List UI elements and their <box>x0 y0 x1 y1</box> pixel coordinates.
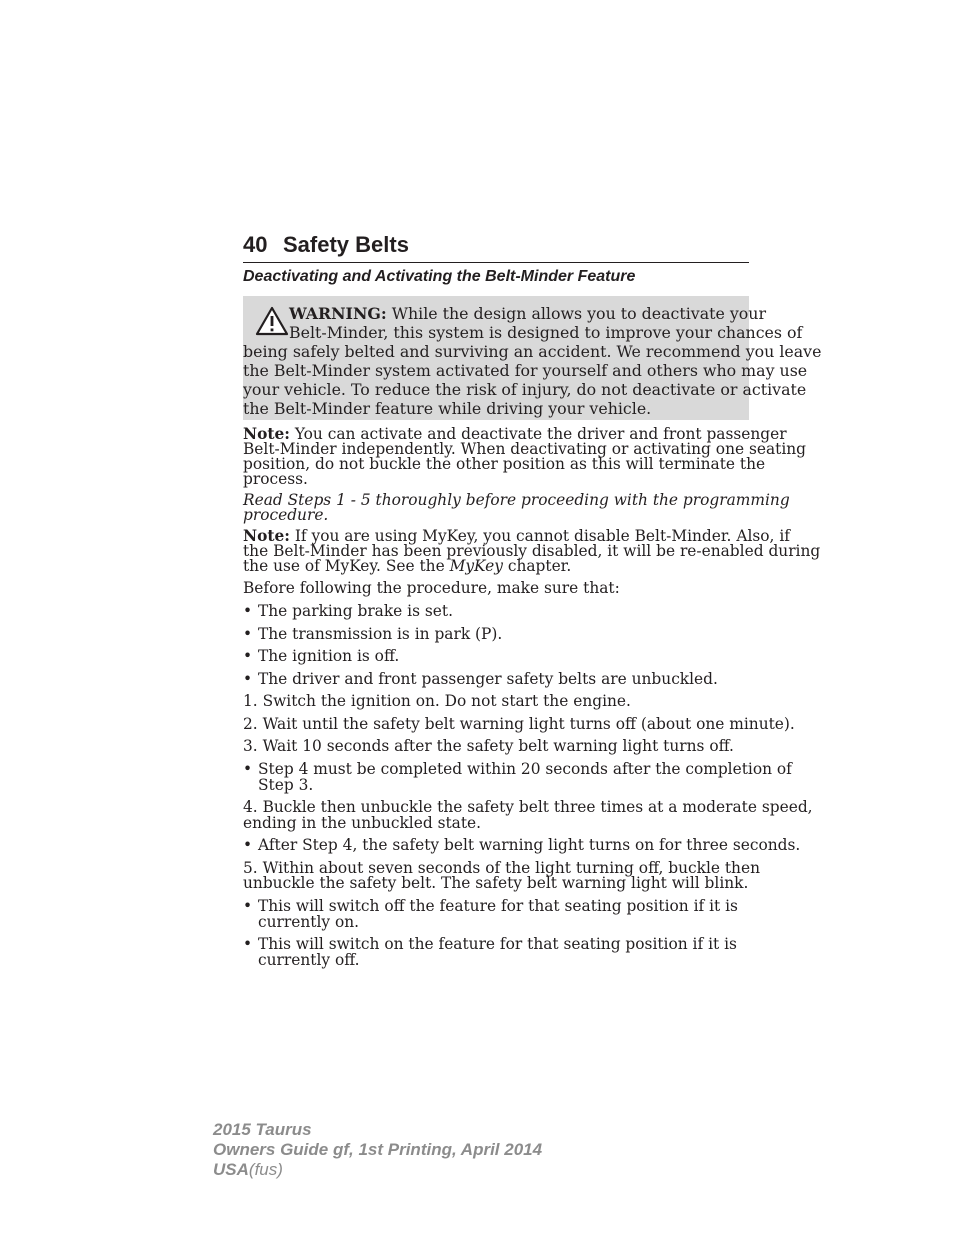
subheading: Deactivating and Activating the Belt-Minder Feature <box>243 268 636 285</box>
bullet-icon: • <box>243 602 253 620</box>
bullet-icon: • <box>243 670 253 688</box>
bullet-text: currently off. <box>258 951 360 969</box>
bullet-text: The driver and front passenger safety belts are unbuckled. <box>258 670 718 688</box>
bullet-item <box>243 897 252 915</box>
step-text: ending in the unbuckled state. <box>243 814 482 832</box>
warning-line: being safely belted and surviving an accident. We recommend you leave <box>243 342 822 361</box>
bullet-icon: • <box>243 625 253 643</box>
bullet-text: The parking brake is set. <box>258 602 453 620</box>
page-header <box>243 232 749 263</box>
read-steps-line: Read Steps 1 - 5 thoroughly before proceeding with the programming <box>243 491 790 509</box>
note-line: Belt-Minder independently. When deactivating or activating one seating <box>243 440 807 458</box>
bullet-icon: • <box>243 760 253 778</box>
warning-line: Belt-Minder, this system is designed to improve your chances of <box>289 323 803 342</box>
bullet-icon: • <box>243 935 253 953</box>
bullet-text: currently on. <box>258 913 360 931</box>
before-text: Before following the procedure, make sure that: <box>243 579 620 597</box>
bullet-text: After Step 4, the safety belt warning light turns on for three seconds. <box>258 836 801 854</box>
note-line: process. <box>243 470 308 488</box>
footer-region <box>213 1160 283 1180</box>
note-line: the Belt-Minder has been previously disabled, it will be re-enabled during <box>243 542 821 560</box>
step-text: unbuckle the safety belt. The safety belt warning light will blink. <box>243 874 749 892</box>
note-label: Note: <box>243 527 290 545</box>
note-text: the use of MyKey. See the <box>243 557 450 575</box>
footer-code: (fus) <box>248 1160 283 1179</box>
warning-triangle-icon <box>255 306 289 336</box>
bullet-text: Step 3. <box>258 776 314 794</box>
footer-model: 2015 Taurus <box>213 1120 312 1139</box>
warning-box <box>243 296 822 420</box>
bullet-icon: • <box>243 897 253 915</box>
bullet-text: Step 4 must be completed within 20 seconds after the completion of <box>258 760 792 778</box>
bullet-item <box>243 670 252 688</box>
step-text: 1. Switch the ignition on. Do not start the engine. <box>243 692 631 710</box>
step-text: 3. Wait 10 seconds after the safety belt warning light turns off. <box>243 737 734 755</box>
read-steps-line: procedure. <box>243 506 329 524</box>
warning-line <box>289 304 766 323</box>
bullet-text: This will switch on the feature for that seating position if it is <box>258 935 737 953</box>
bullet-item <box>243 602 252 620</box>
step-text: 2. Wait until the safety belt warning light turns off (about one minute). <box>243 715 795 733</box>
footer-printing: Owners Guide gf, 1st Printing, April 2014 <box>213 1140 543 1159</box>
warning-line: the Belt-Minder system activated for yourself and others who may use <box>243 361 808 380</box>
bullet-text: The transmission is in park (P). <box>258 625 503 643</box>
bullet-item <box>243 760 252 778</box>
footer-country: USA <box>213 1160 249 1179</box>
note-line <box>243 557 571 575</box>
warning-line: your vehicle. To reduce the risk of injury, do not deactivate or activate <box>243 380 807 399</box>
note-label: Note: <box>243 425 290 443</box>
mykey-chapter-link[interactable]: MyKey <box>449 557 503 575</box>
bullet-item <box>243 935 252 953</box>
step-text: 5. Within about seven seconds of the light turning off, buckle then <box>243 859 760 877</box>
note-text: If you are using MyKey, you cannot disable Belt-Minder. Also, if <box>294 527 790 545</box>
note-text: You can activate and deactivate the driver and front passenger <box>294 425 787 443</box>
note-text: chapter. <box>502 557 572 575</box>
page-number: 40 <box>243 232 268 257</box>
bullet-item <box>243 625 252 643</box>
bullet-item <box>243 647 252 665</box>
warning-label: WARNING: <box>289 304 387 323</box>
bullet-item <box>243 836 252 854</box>
step-text: 4. Buckle then unbuckle the safety belt three times at a moderate speed, <box>243 798 813 816</box>
note-line: position, do not buckle the other position as this will terminate the <box>243 455 766 473</box>
bullet-icon: • <box>243 647 253 665</box>
section-title: Safety Belts <box>283 232 409 257</box>
bullet-text: This will switch off the feature for that seating position if it is <box>258 897 738 915</box>
bullet-icon: • <box>243 836 253 854</box>
warning-line: the Belt-Minder feature while driving your vehicle. <box>243 399 652 418</box>
bullet-text: The ignition is off. <box>258 647 400 665</box>
warning-text: While the design allows you to deactivate your <box>391 304 766 323</box>
